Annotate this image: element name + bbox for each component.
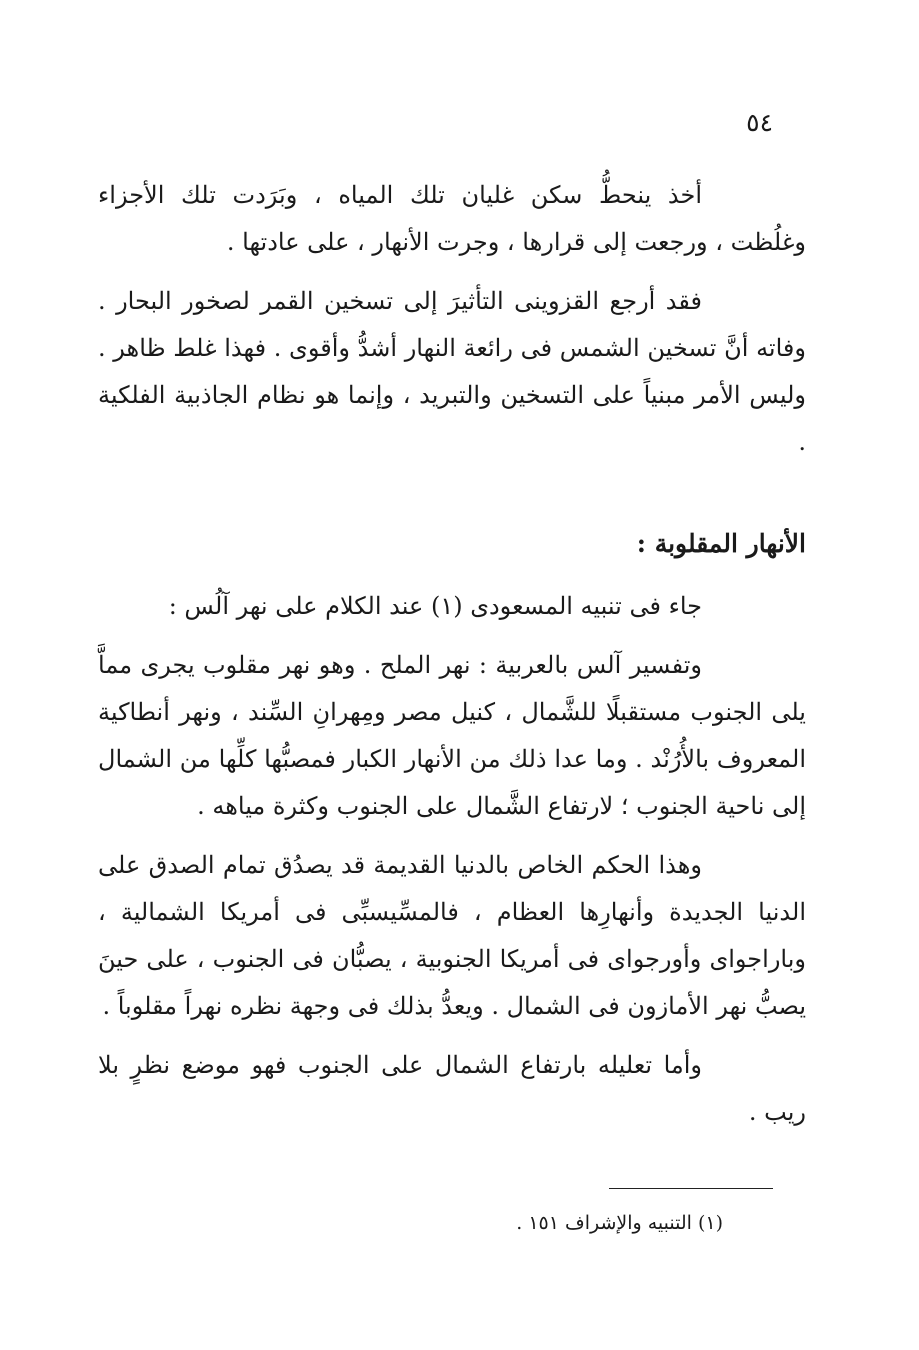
paragraph: وتفسير آلس بالعربية : نهر الملح . وهو نهر مقلوب يجرى مماَّ يلى الجنوب مستقبلًا للشَّمال ، كنيل مصر ومِهرانِ السِّند ، ونهر أنطاكية المعروف بالأُرُنْد . وما عدا ذلك من الأنهار الكبار فمصبُّها كلِّها من الشمال إلى ناحية الجنوب ؛ لارتفاع الشَّمال على الجنوب وكثرة مياهه . — [98, 651, 806, 820]
paragraph: أخذ ينحطُّ سكن غليان تلك المياه ، وبَرَدت تلك الأجزاء وغلُظت ، ورجعت إلى قرارها ، وجرت الأنهار ، على عادتها . — [98, 181, 806, 256]
paragraph: فقد أرجع القزوينى التأثيرَ إلى تسخين القمر لصخور البحار . وفاته أنَّ تسخين الشمس فى رائعة النهار أشدُّ وأقوى . فهذا غلط ظاهر . وليس الأمر مبنياً على التسخين والتبريد ، وإنما هو نظام الجاذبية الفلكية . — [98, 287, 806, 456]
section-spacer — [98, 478, 806, 520]
footnote: (١) التنبيه والإشراف ١٥١ . — [516, 1212, 723, 1234]
paragraph: وأما تعليله بارتفاع الشمال على الجنوب فهو موضع نظرٍ بلا ريب . — [98, 1051, 806, 1126]
paragraph: جاء فى تنبيه المسعودى (١) عند الكلام على نهر آلُس : — [168, 592, 702, 620]
paragraph: وهذا الحكم الخاص بالدنيا القديمة قد يصدُق تمام الصدق على الدنيا الجديدة وأنهارِها العظام ، فالمسِّيسبِّى فى أمريكا الشمالية ، وباراجواى وأورجواى فى أمريكا الجنوبية ، يصبُّان فى الجنوب ، على حينَ يصبُّ نهر الأمازون فى الشمال . ويعدُّ بذلك فى وجهة نظره نهراً مقلوباً . — [98, 851, 806, 1020]
footnote-divider — [609, 1188, 773, 1189]
body-text — [98, 172, 806, 1148]
section-heading: الأنهار المقلوبة : — [636, 529, 806, 558]
page-number: ٥٤ — [746, 108, 773, 137]
